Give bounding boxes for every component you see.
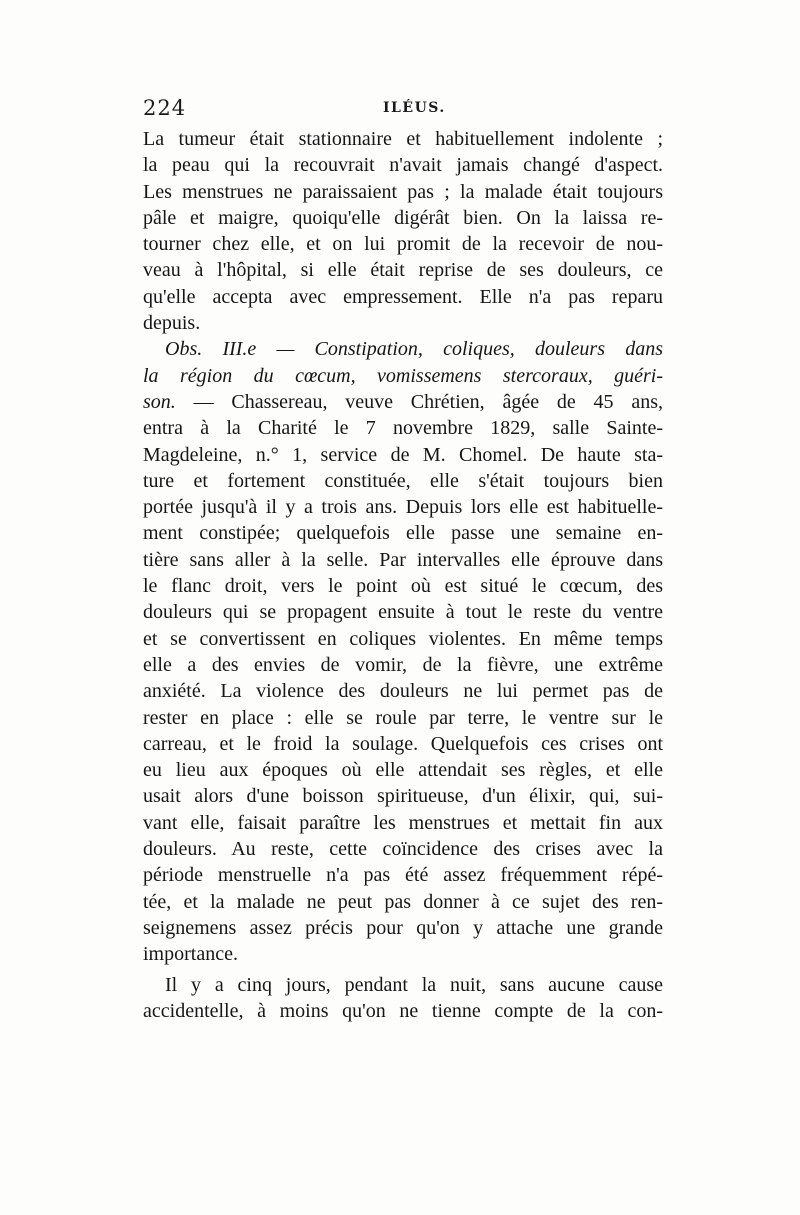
- body-text: [143, 126, 663, 1024]
- text-line: vant elle, faisait paraître les menstrues et mettait fin aux: [143, 811, 663, 834]
- text-line: accidentelle, à moins qu'on ne tienne compte de la con-: [143, 999, 663, 1022]
- text-line: ture et fortement constituée, elle s'était toujours bien: [143, 469, 663, 492]
- text-line: eu lieu aux époques où elle attendait ses règles, et elle: [143, 759, 663, 782]
- text-line: anxiété. La violence des douleurs ne lui permet pas de: [143, 680, 663, 703]
- text-line: importance.: [143, 943, 238, 966]
- text-line: entra à la Charité le 7 novembre 1829, salle Sainte-: [143, 417, 663, 440]
- page-header: [143, 96, 663, 126]
- text-line-rest: — Chassereau, veuve Chrétien, âgée de 45 ans,: [175, 390, 663, 413]
- text-line: tée, et la malade ne peut pas donner à ce sujet des ren-: [143, 890, 663, 913]
- text-line: elle a des envies de vomir, de la fièvre, une extrême: [143, 653, 663, 676]
- text-line: le flanc droit, vers le point où est situé le cœcum, des: [143, 575, 663, 598]
- text-line: rester en place : elle se roule par terre, le ventre sur le: [143, 706, 663, 729]
- text-line: qu'elle accepta avec empressement. Elle n'a pas reparu: [143, 285, 663, 308]
- observation-heading-line: Obs. III.e — Constipation, coliques, douleurs dans: [165, 338, 663, 361]
- text-line: veau à l'hôpital, si elle était reprise de ses douleurs, ce: [143, 259, 663, 282]
- text-line: douleurs. Au reste, cette coïncidence des crises avec la: [143, 838, 663, 861]
- text-line: ment constipée; quelquefois elle passe une semaine en-: [143, 522, 663, 545]
- text-line: La tumeur était stationnaire et habituellement indolente ;: [143, 128, 663, 150]
- text-line: la peau qui la recouvrait n'avait jamais changé d'aspect.: [143, 154, 663, 177]
- text-line: Il y a cinq jours, pendant la nuit, sans aucune cause: [165, 973, 663, 996]
- running-head: ILÉUS.: [383, 100, 446, 116]
- text-line: période menstruelle n'a pas été assez fréquemment répé-: [143, 864, 663, 887]
- page-number: 224: [143, 96, 187, 120]
- text-line: [143, 389, 663, 415]
- text-line: Les menstrues ne paraissaient pas ; la malade était toujours: [143, 180, 663, 203]
- text-line: douleurs qui se propagent ensuite à tout le reste du ventre: [143, 601, 663, 624]
- text-line: carreau, et le froid la soulage. Quelquefois ces crises ont: [143, 732, 663, 755]
- paragraph-1: [143, 126, 663, 336]
- text-line: tière sans aller à la selle. Par intervalles elle éprouve dans: [143, 548, 663, 571]
- text-line: et se convertissent en coliques violentes. En même temps: [143, 627, 663, 650]
- paragraph-3: [143, 972, 663, 1025]
- paragraph-2: [143, 336, 663, 967]
- text-line: depuis.: [143, 312, 201, 335]
- observation-heading-end: son.: [143, 390, 176, 413]
- text-line: pâle et maigre, quoiqu'elle digérât bien. On la laissa re-: [143, 206, 663, 229]
- text-line: tourner chez elle, et on lui promit de la recevoir de nou-: [143, 233, 663, 256]
- text-line: usait alors d'une boisson spiritueuse, d'un élixir, qui, sui-: [143, 785, 663, 808]
- observation-heading-line: la région du cœcum, vomissemens stercoraux, guéri-: [143, 364, 663, 387]
- text-line: seignemens assez précis pour qu'on y attache une grande: [143, 916, 663, 939]
- text-line: portée jusqu'à il y a trois ans. Depuis lors elle est habituelle-: [143, 496, 663, 519]
- text-line: Magdeleine, n.° 1, service de M. Chomel. De haute sta-: [143, 443, 663, 466]
